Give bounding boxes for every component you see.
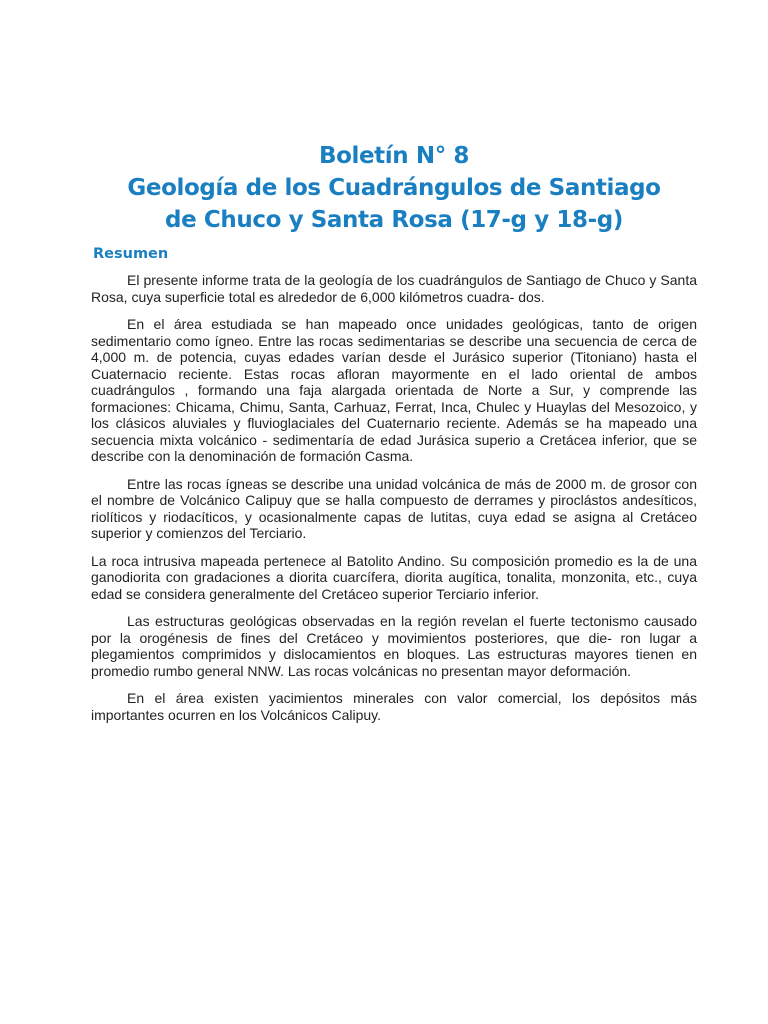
paragraph-3: Entre las rocas ígneas se describe una unidad volcánica de más de 2000 m. de grosor con el nombre de Volcánico Calipuy que se halla compuesto de derrames y piroclástos andesíticos, riolíticos y riodacíticos, y ocasionalmente capas de lutitas, cuya edad se asigna al Cretáceo superior y comienzos del Terciario. <box>91 475 697 541</box>
section-heading-resumen: Resumen <box>93 246 169 262</box>
title-line-2: Geología de los Cuadrángulos de Santiago <box>127 175 661 201</box>
paragraph-6: En el área existen yacimientos minerales con valor comercial, los depósitos más importantes ocurren en los Volcánicos Calipuy. <box>91 690 697 723</box>
bulletin-title <box>91 140 697 236</box>
paragraph-1: El presente informe trata de la geología de los cuadrángulos de Santiago de Chuco y Santa Rosa, cuya superficie total es alrededor de 6,000 kilómetros cuadra- dos. <box>91 272 697 305</box>
title-line-3: de Chuco y Santa Rosa (17-g y 18-g) <box>165 207 623 233</box>
summary-body <box>91 272 697 734</box>
paragraph-5: Las estructuras geológicas observadas en la región revelan el fuerte tectonismo causado por la orogénesis de fines del Cretáceo y movimientos posteriores, que die- ron lugar a plegamientos comprimidos y dislocamientos en bloques. Las estructuras mayores tienen en promedio rumbo general NNW. Las rocas volcánicas no presentan mayor deformación. <box>91 613 697 679</box>
paragraph-4: La roca intrusiva mapeada pertenece al Batolito Andino. Su composición promedio es la de una ganodiorita con gradaciones a diorita cuarcífera, diorita augítica, tonalita, monzonita, etc., cuya edad se considera generalmente del Cretáceo superior Terciario inferior. <box>91 552 697 602</box>
paragraph-2: En el área estudiada se han mapeado once unidades geológicas, tanto de origen sedimentario como ígneo. Entre las rocas sedimentarias se describe una secuencia de cerca de 4,000 m. de potencia, cuyas edades varían desde el Jurásico superior (Titoniano) hasta el Cuaternacio reciente. Estas rocas afloran mayormente en el lado oriental de ambos cuadrángulos , formando una faja alargada orientada de Norte a Sur, y comprende las formaciones: Chicama, Chimu, Santa, Carhuaz, Ferrat, Inca, Chulec y Huaylas del Mesozoico, y los clásicos aluviales y fluvioglaciales del Cuaternario reciente. Además se ha mapeado una secuencia mixta volcánico - sedimentaría de edad Jurásica superio a Cretácea inferior, que se describe con la denominación de formación Casma. <box>91 316 697 464</box>
title-line-1: Boletín N° 8 <box>318 143 470 169</box>
